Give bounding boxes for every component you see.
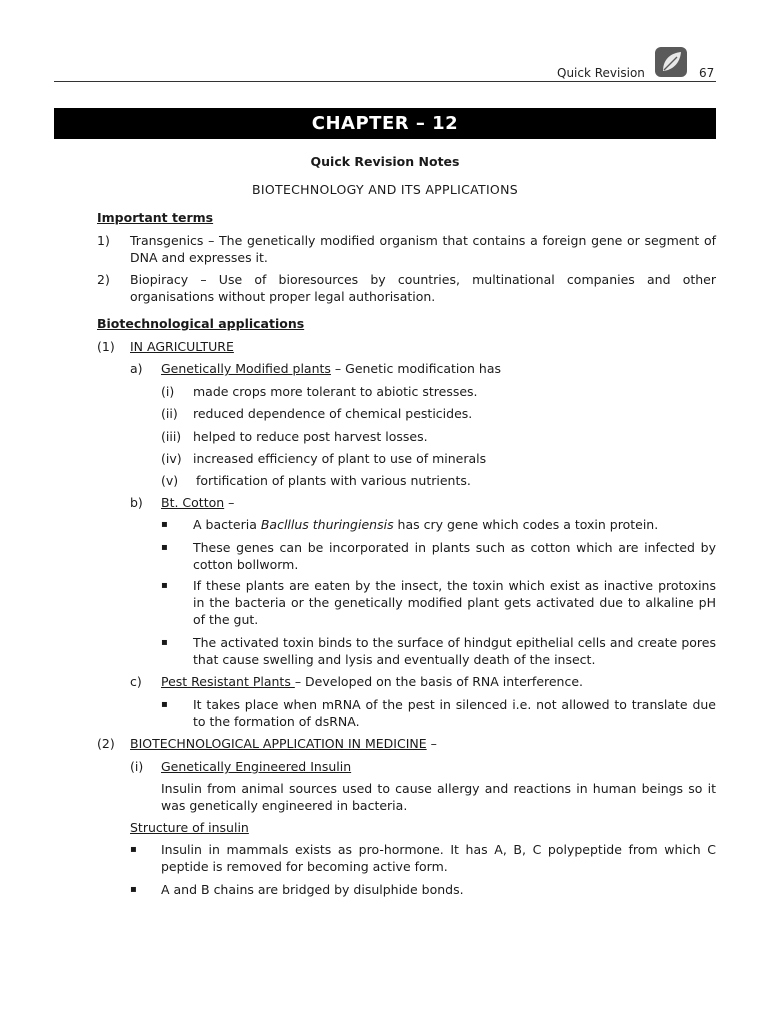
gm-benefit: helped to reduce post harvest losses.	[193, 429, 428, 444]
roman-number: (ii)	[161, 406, 178, 421]
pest-resistant-title: Pest Resistant Plants	[161, 674, 295, 689]
bullet-icon: ▪	[161, 519, 168, 530]
bt-cotton-line	[161, 494, 234, 511]
agriculture-heading: IN AGRICULTURE	[130, 339, 234, 354]
gm-benefit: fortification of plants with various nutrients.	[196, 473, 471, 488]
leaf-logo-icon	[655, 47, 687, 77]
page-number: 67	[699, 66, 715, 80]
gm-benefit: made crops more tolerant to abiotic stresses.	[193, 384, 478, 399]
term-transgenics: Transgenics – The genetically modified organism that contains a foreign gene or segment of DNA and expresses it.	[130, 233, 716, 265]
bullet-icon: ▪	[161, 637, 168, 648]
important-terms-heading: Important terms	[97, 210, 214, 225]
applications-heading: Biotechnological applications	[97, 316, 305, 331]
section-number: (2)	[97, 736, 115, 751]
bullet-icon: ▪	[130, 844, 137, 855]
insulin-structure-bullet-1: Insulin in mammals exists as pro-hormone. It has A, B, C polypeptide from which C peptide is removed for becoming active form.	[161, 842, 716, 874]
bt-bullet-3: If these plants are eaten by the insect, the toxin which exist as inactive protoxins in the bacteria or the genetically modified plant gets activated due to alkaline pH of the gut.	[193, 578, 716, 627]
insulin-heading: Genetically Engineered Insulin	[161, 759, 352, 774]
gm-plants-rest: – Genetic modification has	[330, 361, 501, 376]
roman-number: (iii)	[161, 429, 182, 444]
item-label: a)	[130, 361, 143, 376]
running-header: Quick Revision	[557, 66, 645, 80]
bt-cotton-title: Bt. Cotton	[161, 495, 225, 510]
roman-number: (i)	[130, 759, 144, 774]
insulin-text: Insulin from animal sources used to cause allergy and reactions in human beings so it was genetically engineered in bacteria.	[161, 781, 716, 813]
gm-plants-title: Genetically Modified plants	[161, 361, 331, 376]
bt-bullet-2: These genes can be incorporated in plants such as cotton which are infected by cotton bollworm.	[193, 540, 716, 572]
bt-cotton-rest: –	[224, 495, 235, 510]
bullet-icon: ▪	[130, 884, 137, 895]
section-number: (1)	[97, 339, 115, 354]
bullet-icon: ▪	[161, 699, 168, 710]
bt-bullet-1	[193, 516, 658, 533]
subtitle: Quick Revision Notes	[310, 154, 460, 169]
gm-plants-line	[161, 360, 501, 377]
bullet-icon: ▪	[161, 542, 168, 553]
bt-bullet-4: The activated toxin binds to the surface of hindgut epithelial cells and create pores that cause swelling and lysis and eventually death of the insect.	[193, 635, 716, 667]
topic-heading: BIOTECHNOLOGY AND ITS APPLICATIONS	[252, 182, 518, 197]
chapter-title: CHAPTER – 12	[54, 108, 716, 139]
medicine-line	[130, 735, 437, 752]
gm-benefit: increased efficiency of plant to use of minerals	[193, 451, 487, 466]
roman-number: (v)	[161, 473, 179, 488]
gm-benefit: reduced dependence of chemical pesticides.	[193, 406, 473, 421]
rnai-bullet: It takes place when mRNA of the pest in silenced i.e. not allowed to translate due to the formation of dsRNA.	[193, 697, 716, 729]
item-label: b)	[130, 495, 143, 510]
medicine-heading: BIOTECHNOLOGICAL APPLICATION IN MEDICINE	[130, 736, 427, 751]
item-label: c)	[130, 674, 142, 689]
pest-resistant-rest: – Developed on the basis of RNA interference.	[294, 674, 584, 689]
term-number: 1)	[97, 233, 110, 248]
term-biopiracy: Biopiracy – Use of bioresources by countries, multinational companies and other organisations without proper legal authorisation.	[130, 272, 716, 304]
term-number: 2)	[97, 272, 110, 287]
roman-number: (i)	[161, 384, 175, 399]
bullet-icon: ▪	[161, 580, 168, 591]
bt-bullet-1-pre: A bacteria	[193, 517, 261, 532]
insulin-structure-heading: Structure of insulin	[130, 820, 249, 835]
roman-number: (iv)	[161, 451, 182, 466]
pest-resistant-line	[161, 673, 583, 690]
medicine-rest: –	[426, 736, 437, 751]
insulin-structure-bullet-2: A and B chains are bridged by disulphide bonds.	[161, 882, 464, 897]
bacteria-name: Baclllus thuringiensis	[260, 517, 394, 532]
bt-bullet-1-post: has cry gene which codes a toxin protein.	[393, 517, 659, 532]
header-rule	[54, 81, 716, 82]
